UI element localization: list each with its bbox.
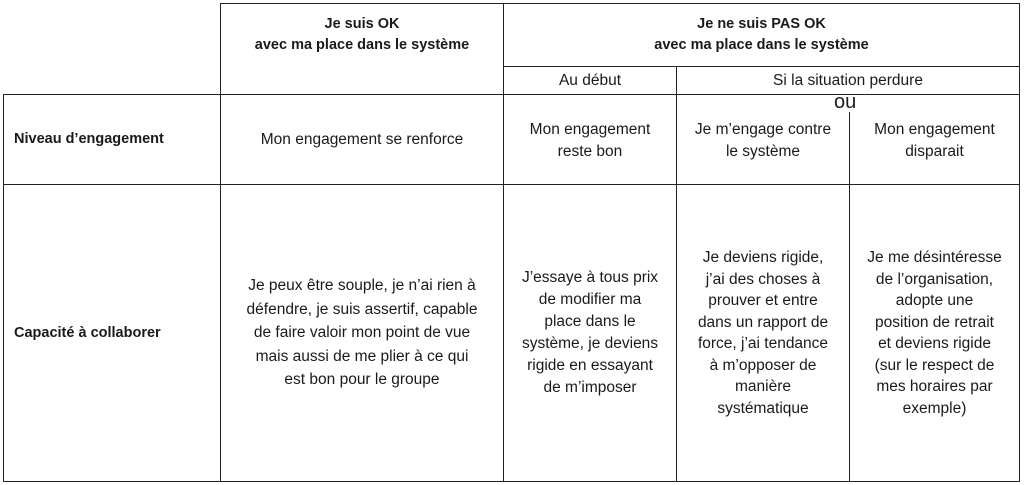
- row-label-engagement: Niveau d’engagement: [14, 131, 164, 147]
- header-not-ok: Je ne suis PAS OK avec ma place dans le système: [654, 16, 869, 53]
- collaboration-persist-opposition: Je deviens rigide, j’ai des choses à prouver et entre dans un rapport de force, j’ai tendance à m’opposer de manière systématique: [697, 249, 829, 417]
- engagement-persist-withdrawal: Mon engagement disparait: [874, 121, 995, 160]
- grid-line: [1019, 3, 1020, 482]
- engagement-ok: Mon engagement se renforce: [260, 130, 464, 148]
- header-at-start: Au début: [558, 71, 622, 89]
- engagement-at-start: Mon engagement reste bon: [529, 121, 651, 160]
- header-ok: Je suis OK avec ma place dans le système: [254, 16, 470, 53]
- engagement-persist-opposition: Je m’engage contre le système: [694, 121, 832, 160]
- collaboration-persist-withdrawal: Je me désintéresse de l’organisation, adopte une position de retrait et deviens rigide (sur le respect de mes horaires par exemple): [867, 249, 1002, 417]
- row-label-collaboration: Capacité à collaborer: [14, 324, 161, 341]
- grid-line: [3, 481, 1020, 482]
- header-if-persists: Si la situation perdure: [773, 71, 923, 89]
- or-label: ou: [834, 91, 857, 113]
- collaboration-ok: Je peux être souple, je n’ai rien à défendre, je suis assertif, capable de faire valoir mon point de vue mais aussi de me plier à ce qui est bon pour le groupe: [246, 277, 478, 389]
- collaboration-at-start: J’essaye à tous prix de modifier ma place dans le système, je deviens rigide en essayant de m’imposer: [521, 269, 659, 396]
